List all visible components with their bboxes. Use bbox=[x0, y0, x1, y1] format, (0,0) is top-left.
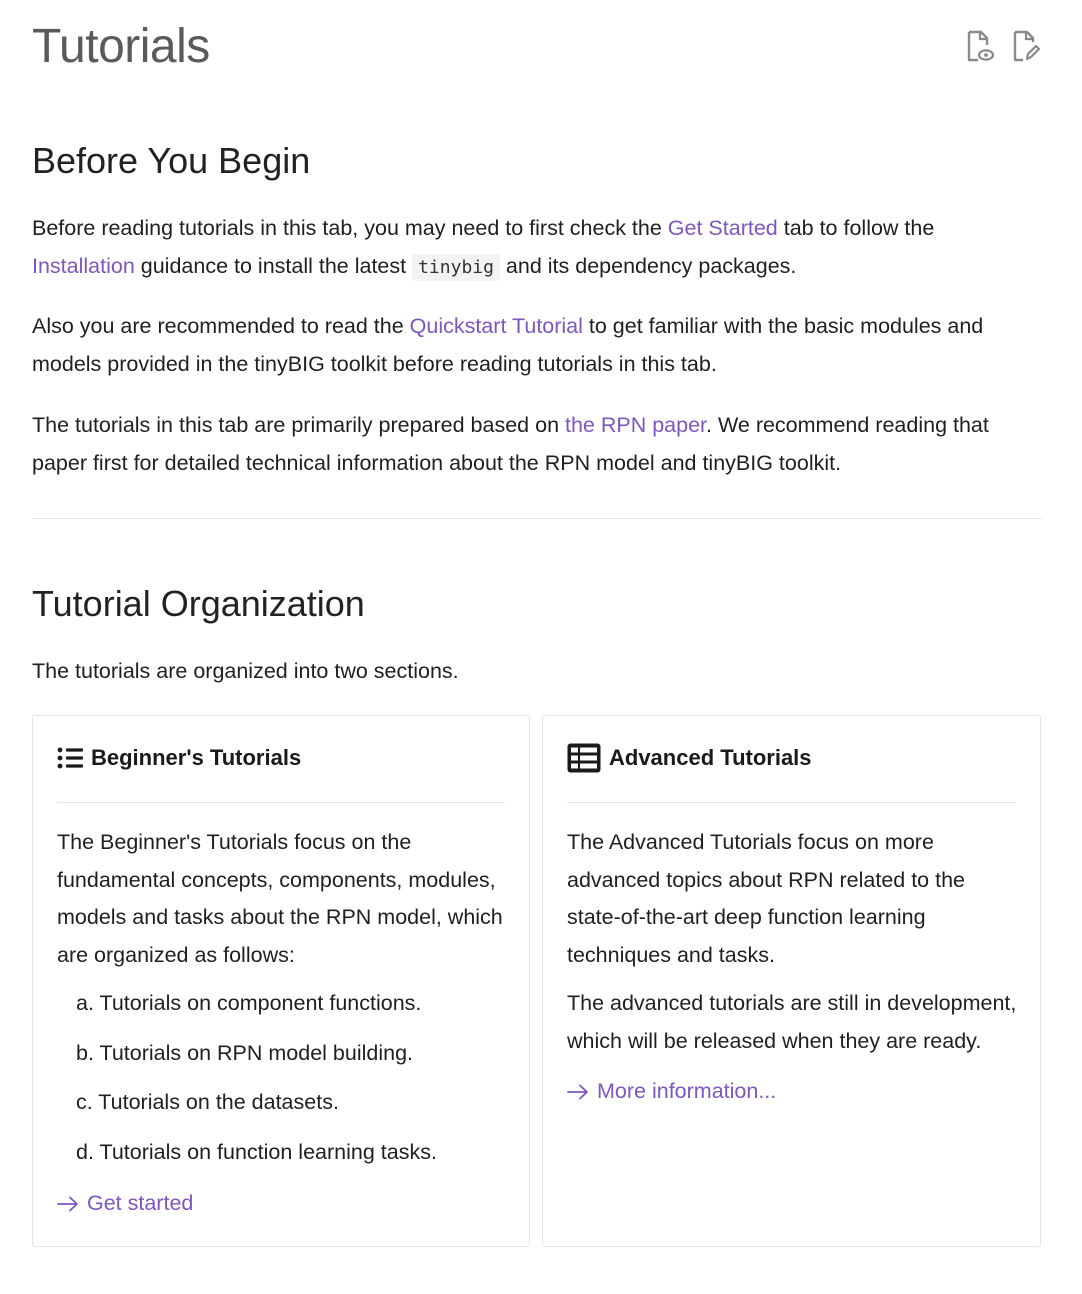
card-body bbox=[567, 824, 1020, 1112]
card-header bbox=[57, 740, 301, 776]
card-divider bbox=[57, 802, 505, 803]
table-icon bbox=[567, 743, 601, 773]
text-span: Also you are recommended to read the bbox=[32, 314, 410, 338]
list-icon bbox=[57, 746, 83, 770]
inline-code-tinybig: tinybig bbox=[412, 254, 500, 281]
text-span: The tutorials in this tab are primarily prepared based on bbox=[32, 413, 565, 437]
edit-page-button[interactable] bbox=[1010, 28, 1042, 64]
list-item: a. Tutorials on component functions. bbox=[76, 991, 422, 1015]
arrow-right-icon bbox=[57, 1196, 79, 1212]
card-title: Advanced Tutorials bbox=[609, 745, 812, 770]
card-description: The Beginner's Tutorials focus on the fundamental concepts, components, modules, models and tasks about the RPN model, which are organized as follows: bbox=[57, 830, 503, 967]
edit-page-icon bbox=[1011, 29, 1041, 63]
text-span: to get familiar with the basic modules and models provided in the tinyBIG toolkit before reading tutorials in this tab. bbox=[32, 314, 984, 376]
card-body bbox=[57, 824, 509, 1224]
before-paragraph-3 bbox=[32, 407, 1042, 482]
section-divider bbox=[32, 518, 1042, 519]
card-note: The advanced tutorials are still in development, which will be released when they are ready. bbox=[567, 991, 1017, 1053]
link-label: More information... bbox=[597, 1079, 777, 1103]
view-source-icon bbox=[965, 29, 995, 63]
text-span: guidance to install the latest bbox=[134, 253, 413, 278]
tutorial-list bbox=[57, 985, 509, 1171]
card-description: The Advanced Tutorials focus on more advanced topics about RPN related to the state-of-the-art deep function learning techniques and tasks. bbox=[567, 830, 966, 967]
list-item: d. Tutorials on function learning tasks. bbox=[76, 1139, 437, 1164]
text-span: Before reading tutorials in this tab, you may need to first check the bbox=[32, 216, 668, 240]
rpn-paper-link[interactable]: the RPN paper bbox=[565, 413, 707, 437]
advanced-tutorials-card bbox=[542, 715, 1041, 1247]
get-started-tab-link[interactable]: Get Started bbox=[667, 216, 778, 240]
beginner-tutorials-card bbox=[32, 715, 530, 1247]
card-header bbox=[567, 740, 812, 776]
more-information-link[interactable] bbox=[567, 1073, 776, 1111]
section-heading-before-you-begin: Before You Begin bbox=[32, 140, 311, 181]
get-started-link[interactable] bbox=[57, 1185, 193, 1223]
link-label: Get started bbox=[87, 1191, 194, 1215]
before-paragraph-2 bbox=[32, 308, 1042, 383]
text-span: . We recommend reading that paper first for detailed technical information about the RPN model and tinyBIG toolkit. bbox=[32, 413, 989, 475]
organization-intro: The tutorials are organized into two sections. bbox=[32, 659, 459, 683]
section-heading-tutorial-organization: Tutorial Organization bbox=[32, 583, 365, 624]
quickstart-tutorial-link[interactable]: Quickstart Tutorial bbox=[409, 314, 583, 338]
before-paragraph-1 bbox=[32, 210, 1042, 286]
view-source-button[interactable] bbox=[964, 28, 996, 64]
page-title: Tutorials bbox=[32, 20, 210, 73]
text-span: and its dependency packages. bbox=[499, 253, 797, 278]
list-item: b. Tutorials on RPN model building. bbox=[76, 1040, 414, 1065]
card-title: Beginner's Tutorials bbox=[91, 745, 302, 770]
installation-link[interactable]: Installation bbox=[32, 253, 135, 278]
arrow-right-icon bbox=[567, 1084, 589, 1100]
card-divider bbox=[567, 802, 1016, 803]
text-span: tab to follow the bbox=[777, 216, 935, 240]
title-actions bbox=[964, 28, 1042, 64]
list-item: c. Tutorials on the datasets. bbox=[76, 1090, 339, 1114]
